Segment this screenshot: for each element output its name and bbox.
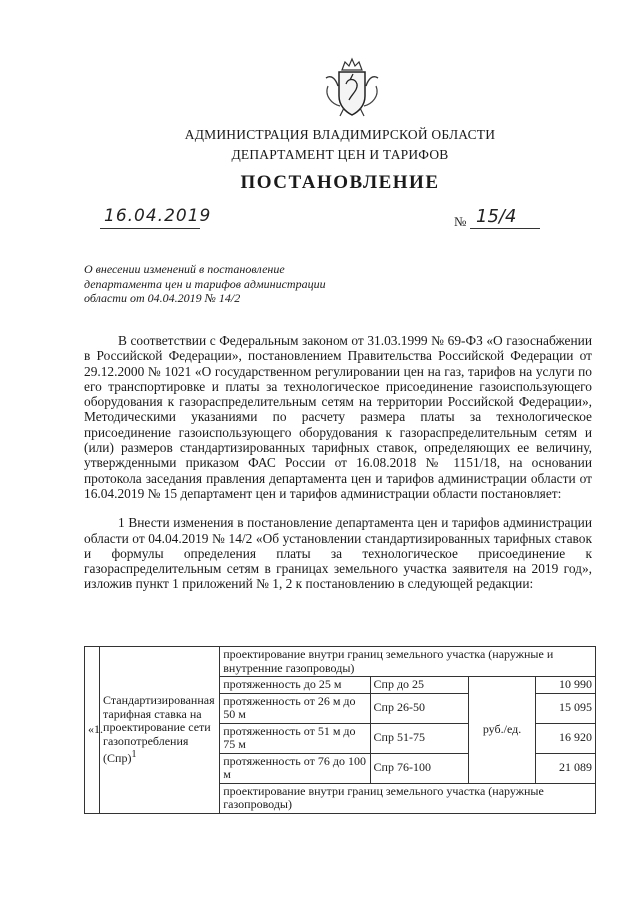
tariff-table (84, 646, 596, 814)
number-underline (470, 228, 540, 229)
length-cell: протяженность от 26 м до 50 м (220, 693, 370, 723)
length-cell: протяженность от 76 до 100 м (220, 753, 370, 783)
value-cell: 10 990 (535, 677, 595, 694)
subject-line: департамента цен и тарифов администрации (84, 276, 326, 291)
document-number: 15/4 (476, 206, 517, 227)
subject-line: О внесении изменений в постановление (84, 262, 285, 276)
rate-name-cell (100, 647, 220, 814)
unit-cell: руб./ед. (469, 677, 536, 784)
organization-name: АДМИНИСТРАЦИЯ ВЛАДИМИРСКОЙ ОБЛАСТИ (184, 127, 496, 142)
code-cell: Спр 26-50 (370, 693, 469, 723)
row-number: «1. (85, 647, 100, 814)
date-underline (100, 228, 200, 229)
resolution-paragraph: 1 Внести изменения в постановление департамента цен и тарифов администрации области от 04.04.2019 № 14/2 «Об установлении стандартизированных тарифных ставок и формулы определения платы за технологическое присоединение к газораспределительным сетям в границах земельного участка заявителя на 2019 год», изложив пункт 1 приложений № 1, 2 к постановлению в следующей редакции: (84, 515, 592, 592)
section-header: проектирование внутри границ земельного участка (наружные газопроводы) (220, 783, 596, 813)
length-cell: протяженность до 25 м (220, 677, 370, 694)
subject-line: области от 04.04.2019 № 14/2 (84, 291, 241, 305)
code-cell: Спр до 25 (370, 677, 469, 694)
value-cell: 21 089 (535, 753, 595, 783)
section-header: проектирование внутри границ земельного участка (наружные и внутренние газопроводы) (220, 647, 596, 677)
table-row (85, 647, 596, 677)
preamble-paragraph: В соответствии с Федеральным законом от 31.03.1999 № 69-ФЗ «О газоснабжении в Российской Федерации», постановлением Правительства Российской Федерации от 29.12.2000 № 1021 «О государственном регулировании цен на газ, тарифов на услуги по его транспортировке и платы за технологическое присоединение газоиспользующего оборудования к газораспределительным сетям на территории Российской Федерации», Методическими указаниями по расчету размера платы за технологическое присоединение газоиспользующего оборудования к газораспределительным сетям и (или) размеров стандартизированных тарифных ставок, определяющих ее величину, утвержденными приказом ФАС России от 16.08.2018 № 1151/18, на основании протокола заседания правления департамента цен и тарифов администрации области от 16.04.2019 № 15 департамент цен и тарифов администрации области постановляет: (84, 333, 592, 501)
code-cell: Спр 76-100 (370, 753, 469, 783)
code-cell: Спр 51-75 (370, 723, 469, 753)
document-body (84, 333, 592, 592)
value-cell: 15 095 (535, 693, 595, 723)
document-date: 16.04.2019 (104, 206, 212, 226)
document-title: ПОСТАНОВЛЕНИЕ (240, 172, 440, 193)
length-cell: протяженность от 51 м до 75 м (220, 723, 370, 753)
rate-footnote-mark: 1 (131, 749, 137, 760)
coat-of-arms-emblem (322, 56, 382, 120)
value-cell: 16 920 (535, 723, 595, 753)
department-name: ДЕПАРТАМЕНТ ЦЕН И ТАРИФОВ (231, 147, 449, 162)
document-subject (84, 262, 344, 306)
number-sign: № (454, 214, 467, 229)
rate-name: Стандартизированная тарифная ставка на проектирование сети газопотребления (Спр) (103, 693, 215, 765)
